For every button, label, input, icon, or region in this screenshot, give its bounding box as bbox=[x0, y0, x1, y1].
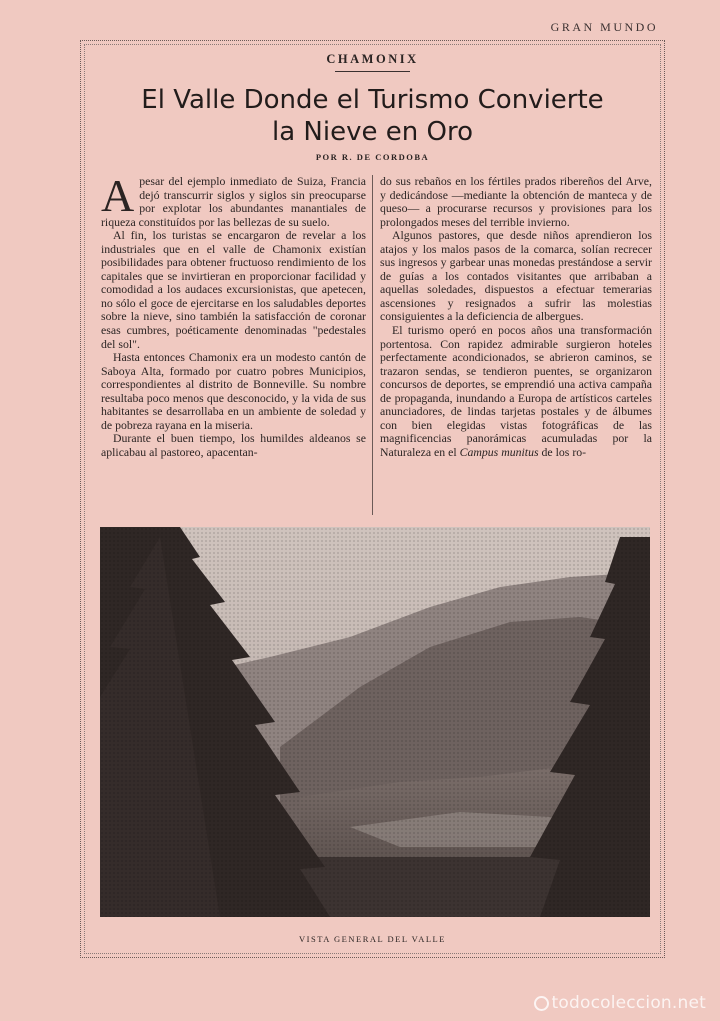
drop-cap: A bbox=[101, 175, 135, 221]
watermark: todocoleccion.net bbox=[534, 993, 706, 1013]
section-heading: CHAMONIX bbox=[326, 52, 419, 66]
paragraph: do sus rebaños en los fértiles prados ribereños del Arve, y dedicándose —mediante la obtención de manteca y de queso— a procurarse recursos y provisiones para los prolongados meses del terrible invierno. bbox=[380, 175, 652, 229]
left-column bbox=[101, 175, 366, 517]
section-rule bbox=[335, 71, 410, 72]
photo-caption: VISTA GENERAL DEL VALLE bbox=[299, 934, 446, 944]
masthead: GRAN MUNDO bbox=[550, 20, 658, 34]
article-title bbox=[80, 84, 665, 148]
paragraph: Apesar del ejemplo inmediato de Suiza, Francia dejó transcurrir siglos y siglos sin preocuparse por explotar los abundantes manantiales de riqueza constituídos por las bellezas de su suelo. bbox=[101, 175, 366, 229]
paragraph: El turismo operó en pocos años una transformación portentosa. Con rapidez admirable surgieron hoteles perfectamente acondicionados, se abrieron caminos, se trazaron sendas, se tendieron puentes, se organizaron concursos de deportes, se emprendió una activa campaña de propaganda, inundando a Europa de artísticos carteles anunciadores, de lindas tarjetas postales y de álbumes con bien elegidas vistas fotográficas de las magnificencias panorámicas acumuladas por la Naturaleza en el Campus munitus de los ro- bbox=[380, 323, 652, 459]
paragraph: Algunos pastores, que desde niños aprendieron los atajos y los malos pasos de la comarca, solían recrecer sus ingresos y garbear unas monedas prestándose a servir de guías a los contados visitantes que arribaban a aquellas soledades, dispuestos a efectuar temerarias ascensiones y resignados a sufrir las molestias consiguientes a la deficiencia de albergues. bbox=[380, 228, 652, 324]
paragraph: Hasta entonces Chamonix era un modesto cantón de Saboya Alta, formado por cuatro pobres Municipios, correspondientes al distrito de Bonneville. Su nombre resultaba poco menos que desconocido, y la vida de sus habitantes se desarrollaba en un ambiente de soledad y de pobreza rayana en la miseria. bbox=[101, 350, 366, 432]
right-column bbox=[380, 175, 652, 517]
valley-photo bbox=[100, 527, 650, 917]
byline: POR R. DE CORDOBA bbox=[315, 152, 430, 162]
paragraph: Al fin, los turistas se encargaron de revelar a los industriales que en el valle de Chamonix existían posibilidades para obtener fructuoso rendimiento de los capitales que se invirtieran en proporcionar facilidad y comodidad a los audaces excursionistas, que apetecen, no sólo el goce de ejercitarse en los saludables deportes sobre la nieve, sino también la satisfacción de coronar esas cumbres, poéticamente denominadas "pedestales del sol". bbox=[101, 228, 366, 351]
paragraph: Durante el buen tiempo, los humildes aldeanos se aplicabau al pastoreo, apacentan- bbox=[101, 431, 366, 459]
watermark-logo-icon bbox=[534, 996, 549, 1011]
title-line-1: El Valle Donde el Turismo Convierte bbox=[141, 85, 604, 115]
column-divider bbox=[372, 175, 373, 515]
title-line-2: la Nieve en Oro bbox=[272, 117, 473, 147]
